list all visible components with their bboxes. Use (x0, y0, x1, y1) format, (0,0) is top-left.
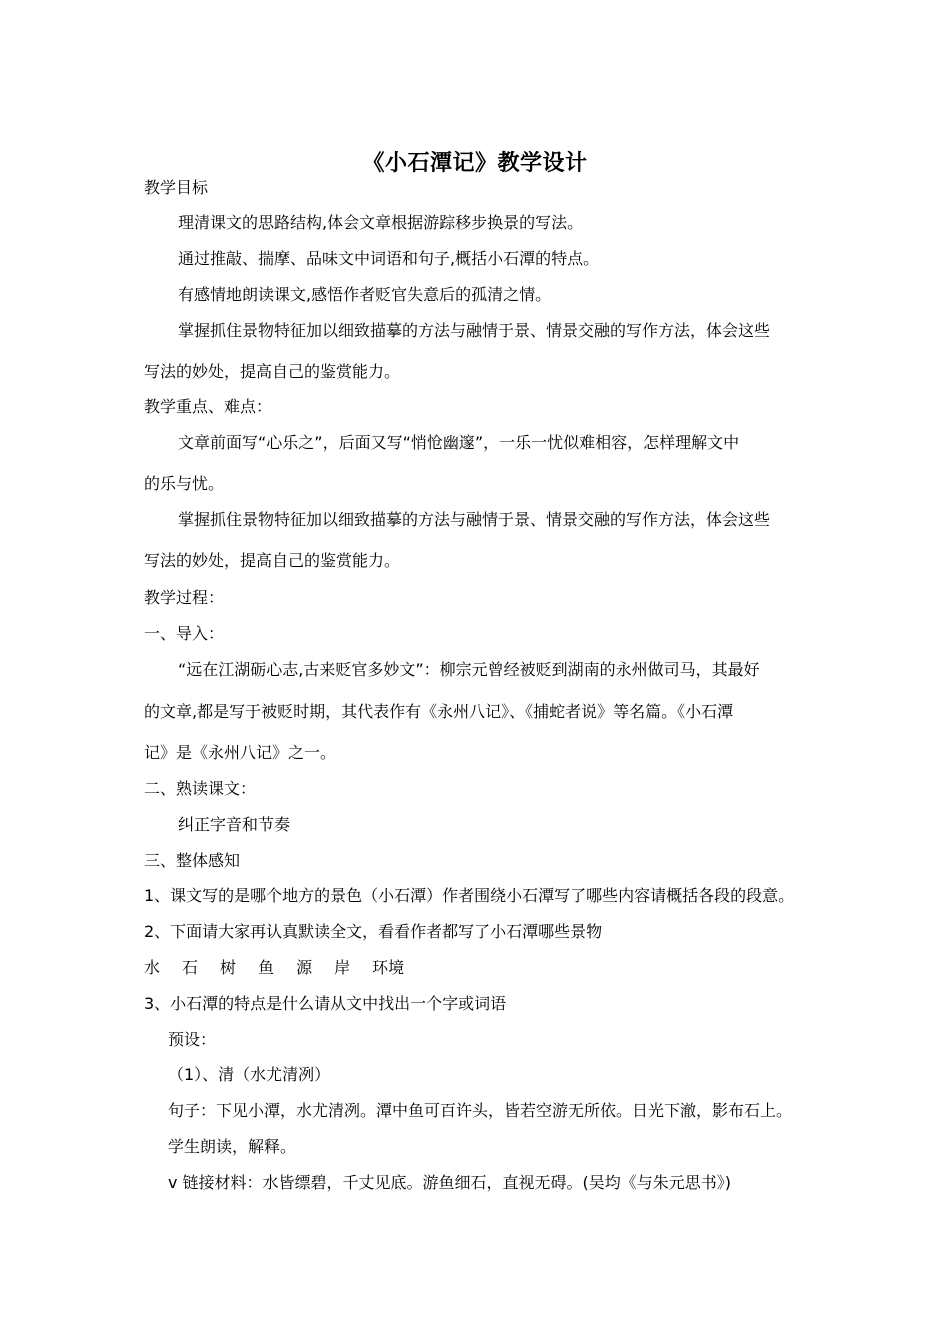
key-point-continued: 写法的妙处，提高自己的鉴赏能力。 (144, 551, 401, 570)
student-read: 学生朗读，解释。 (168, 1137, 297, 1156)
key-point-item: 掌握抓住景物特征加以细致描摹的方法与融情于景、情景交融的写作方法，体会这些 (178, 510, 771, 529)
intro-paragraph-line: 记》是《永州八记》之一。 (144, 743, 337, 762)
goal-item: 掌握抓住景物特征加以细致描摹的方法与融情于景、情景交融的写作方法，体会这些 (178, 321, 771, 340)
scenery-item: 树 (220, 958, 237, 977)
read-heading: 二、熟读课文： (144, 779, 257, 798)
example-sentence: 句子：下见小潭，水尤清冽。潭中鱼可百许头，皆若空游无所依。日光下澈，影布石上。 (168, 1101, 793, 1120)
scenery-item: 环境 (372, 958, 405, 977)
goals-heading: 教学目标 (144, 178, 209, 197)
document-title: 《小石潭记》教学设计 (362, 151, 588, 176)
scenery-item: 源 (296, 958, 313, 977)
intro-paragraph-line: 的文章,都是写于被贬时期，其代表作有《永州八记》、《捕蛇者说》等名篇。《小石潭 (144, 702, 734, 721)
question-3: 3、小石潭的特点是什么请从文中找出一个字或词语 (144, 994, 507, 1013)
process-heading: 教学过程： (144, 588, 225, 607)
key-points-heading: 教学重点、难点： (144, 397, 273, 416)
key-point-continued: 的乐与忧。 (144, 474, 225, 493)
link-material: v 链接材料：水皆缥碧，千丈见底。游鱼细石，直视无碍。(吴均《与朱元思书》) (168, 1173, 732, 1192)
scenery-list (144, 958, 426, 978)
question-2: 2、下面请大家再认真默读全文，看看作者都写了小石潭哪些景物 (144, 922, 603, 941)
intro-heading: 一、导入： (144, 624, 225, 643)
goal-item-continued: 写法的妙处，提高自己的鉴赏能力。 (144, 362, 401, 381)
read-item: 纠正字音和节奏 (178, 815, 291, 834)
key-point-item: 文章前面写“心乐之”，后面又写“悄怆幽邃”，一乐一忧似难相容，怎样理解文中 (178, 433, 740, 452)
scenery-item: 鱼 (258, 958, 275, 977)
question-1: 1、课文写的是哪个地方的景色（小石潭）作者围绕小石潭写了哪些内容请概括各段的段意。 (144, 886, 795, 905)
point-1: （1）、清（水尤清冽） (168, 1065, 331, 1084)
goal-item: 理清课文的思路结构,体会文章根据游踪移步换景的写法。 (178, 213, 584, 232)
overall-heading: 三、整体感知 (144, 851, 241, 870)
preset-label: 预设： (168, 1030, 217, 1049)
scenery-item: 石 (182, 958, 199, 977)
goal-item: 通过推敲、揣摩、品味文中词语和句子,概括小石潭的特点。 (178, 249, 600, 268)
scenery-item: 水 (144, 958, 161, 977)
intro-paragraph-line: “远在江湖砺心志,古来贬官多妙文”：柳宗元曾经被贬到湖南的永州做司马，其最好 (178, 660, 760, 679)
goal-item: 有感情地朗读课文,感悟作者贬官失意后的孤清之情。 (178, 285, 552, 304)
scenery-item: 岸 (334, 958, 351, 977)
